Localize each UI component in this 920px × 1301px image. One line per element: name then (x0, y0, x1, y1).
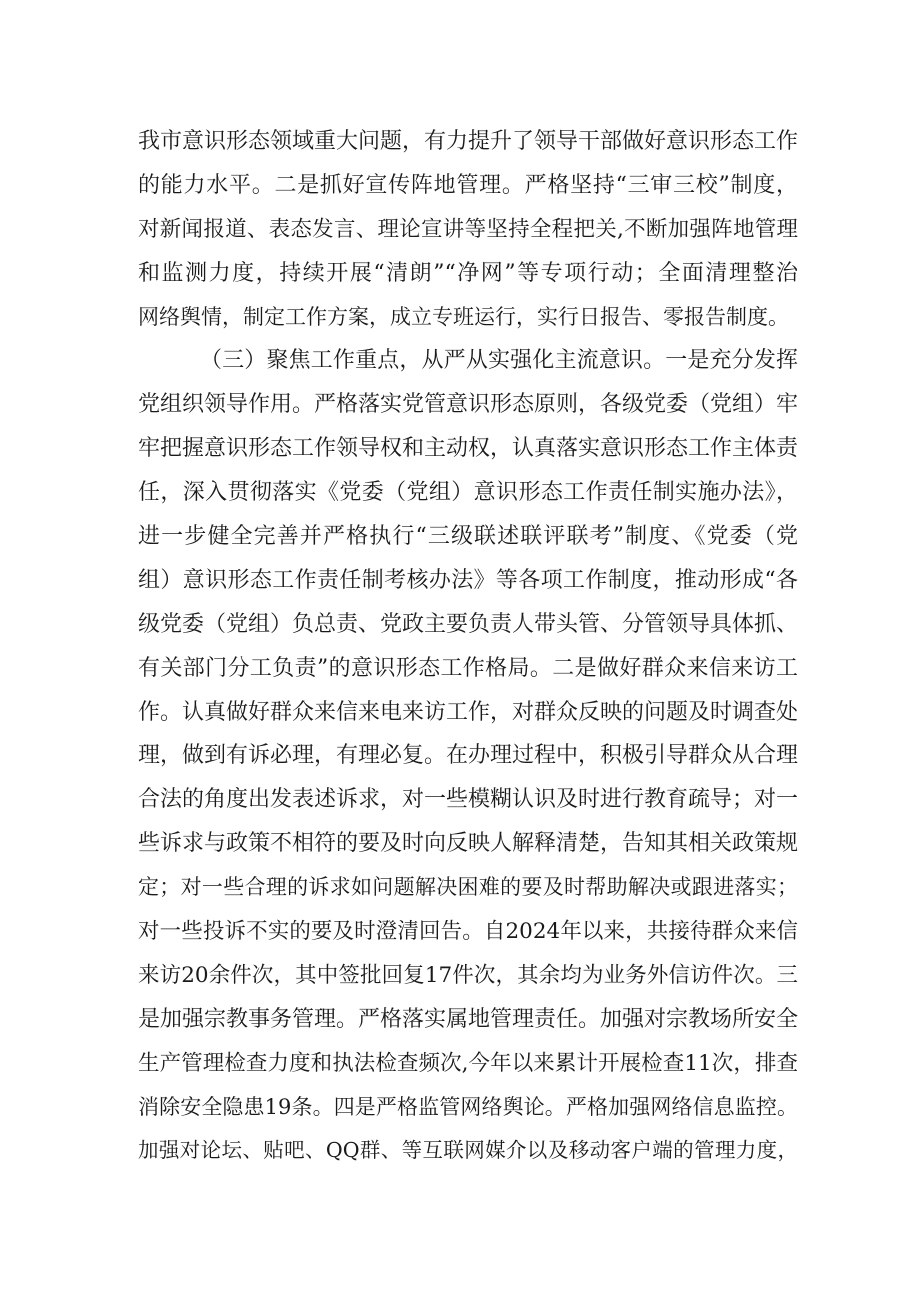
text-line: 加强对论坛、贴吧、QQ群、等互联网媒介以及移动客户端的管理力度， (138, 1138, 798, 1163)
text-line: 理，做到有诉必理，有理必复。在办理过程中，积极引导群众从合理 (138, 743, 799, 769)
text-line: 任，深入贯彻落实《党委（党组）意识形态工作责任制实施办法》， (138, 480, 798, 506)
text-line: 对新闻报道、表态发言、理论宣讲等坚持全程把关,不断加强阵地管理 (138, 216, 798, 242)
text-line: 作。认真做好群众来信来电来访工作，对群众反映的问题及时调查处 (138, 699, 799, 725)
text-line: 我市意识形态领域重大问题，有力提升了领导干部做好意识形态工作 (138, 129, 799, 154)
text-line: 牢把握意识形态工作领导权和主动权，认真落实意识形态工作主体责 (138, 436, 799, 462)
text-line: 有关部门分工负责”的意识形态工作格局。二是做好群众来信来访工 (138, 655, 798, 681)
text-line: 定；对一些合理的诉求如问题解决困难的要及时帮助解决或跟进落实； (138, 875, 798, 900)
text-line: 和监测力度，持续开展“清朗”“净网”等专项行动；全面清理整治 (138, 260, 798, 286)
text-line: 组）意识形态工作责任制考核办法》等各项工作制度，推动形成“各 (138, 567, 798, 593)
text-line: 合法的角度出发表述诉求，对一些模糊认识及时进行教育疏导；对一 (138, 787, 799, 813)
text-line: 进一步健全完善并严格执行“三级联述联评联考”制度、《党委（党 (138, 524, 798, 550)
section-heading-line: （三）聚焦工作重点，从严从实强化主流意识。一是充分发挥 (200, 348, 798, 374)
text-line: 些诉求与政策不相符的要及时向反映人解释清楚，告知其相关政策规 (138, 831, 799, 857)
text-line: 是加强宗教事务管理。严格落实属地管理责任。加强对宗教场所安全 (138, 1006, 799, 1032)
text-line: 党组织领导作用。严格落实党管意识形态原则，各级党委（党组）牢 (138, 392, 799, 418)
document-body (138, 120, 798, 1173)
text-line: 对一些投诉不实的要及时澄清回告。自2024年以来，共接待群众来信 (138, 919, 798, 945)
text-line: 级党委（党组）负总责、党政主要负责人带头管、分管领导具体抓、 (138, 611, 799, 637)
text-line: 来访20余件次，其中签批回复17件次，其余均为业务外信访件次。三 (138, 962, 798, 988)
text-line: 生产管理检查力度和执法检查频次,今年以来累计开展检查11次，排查 (138, 1050, 798, 1076)
text-line: 消除安全隐患19条。四是严格监管网络舆论。严格加强网络信息监控。 (138, 1094, 798, 1119)
text-line: 网络舆情，制定工作方案，成立专班运行，实行日报告、零报告制度。 (138, 304, 789, 329)
text-line: 的能力水平。二是抓好宣传阵地管理。严格坚持“三审三校”制度， (138, 172, 798, 198)
